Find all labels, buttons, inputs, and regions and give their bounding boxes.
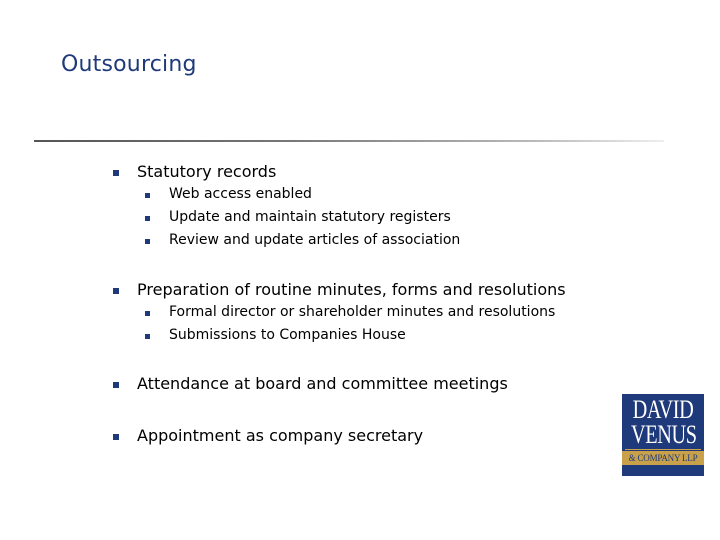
bullet-board-meetings: Attendance at board and committee meetings <box>137 374 508 393</box>
logo-line-2: VENUS <box>631 420 697 449</box>
sub-bullet-item: Web access enabled <box>169 186 312 202</box>
sub-bullet-square-icon <box>145 334 150 339</box>
sub-bullet-square-icon <box>145 216 150 221</box>
bullet-square-icon <box>113 382 119 388</box>
sub-bullet-item: Submissions to Companies House <box>169 327 406 343</box>
company-logo <box>622 394 704 476</box>
sub-bullet-item: Formal director or shareholder minutes and resolutions <box>169 304 556 320</box>
bullet-square-icon <box>113 170 119 176</box>
sub-bullet-square-icon <box>145 193 150 198</box>
bullet-statutory-records: Statutory records <box>137 162 277 181</box>
sub-bullet-item: Review and update articles of association <box>169 232 461 248</box>
slide-title: Outsourcing <box>61 52 197 77</box>
bullet-routine-minutes: Preparation of routine minutes, forms and resolutions <box>137 280 566 299</box>
sub-bullet-square-icon <box>145 311 150 316</box>
sub-bullet-square-icon <box>145 239 150 244</box>
sub-bullet-item: Update and maintain statutory registers <box>169 209 451 225</box>
title-divider <box>34 140 664 142</box>
bullet-square-icon <box>113 434 119 440</box>
logo-line-1: DAVID <box>632 395 694 424</box>
logo-rule <box>625 449 701 450</box>
logo-line-3: & COMPANY LLP <box>622 451 704 465</box>
bullet-company-secretary: Appointment as company secretary <box>137 426 424 445</box>
bullet-square-icon <box>113 288 119 294</box>
